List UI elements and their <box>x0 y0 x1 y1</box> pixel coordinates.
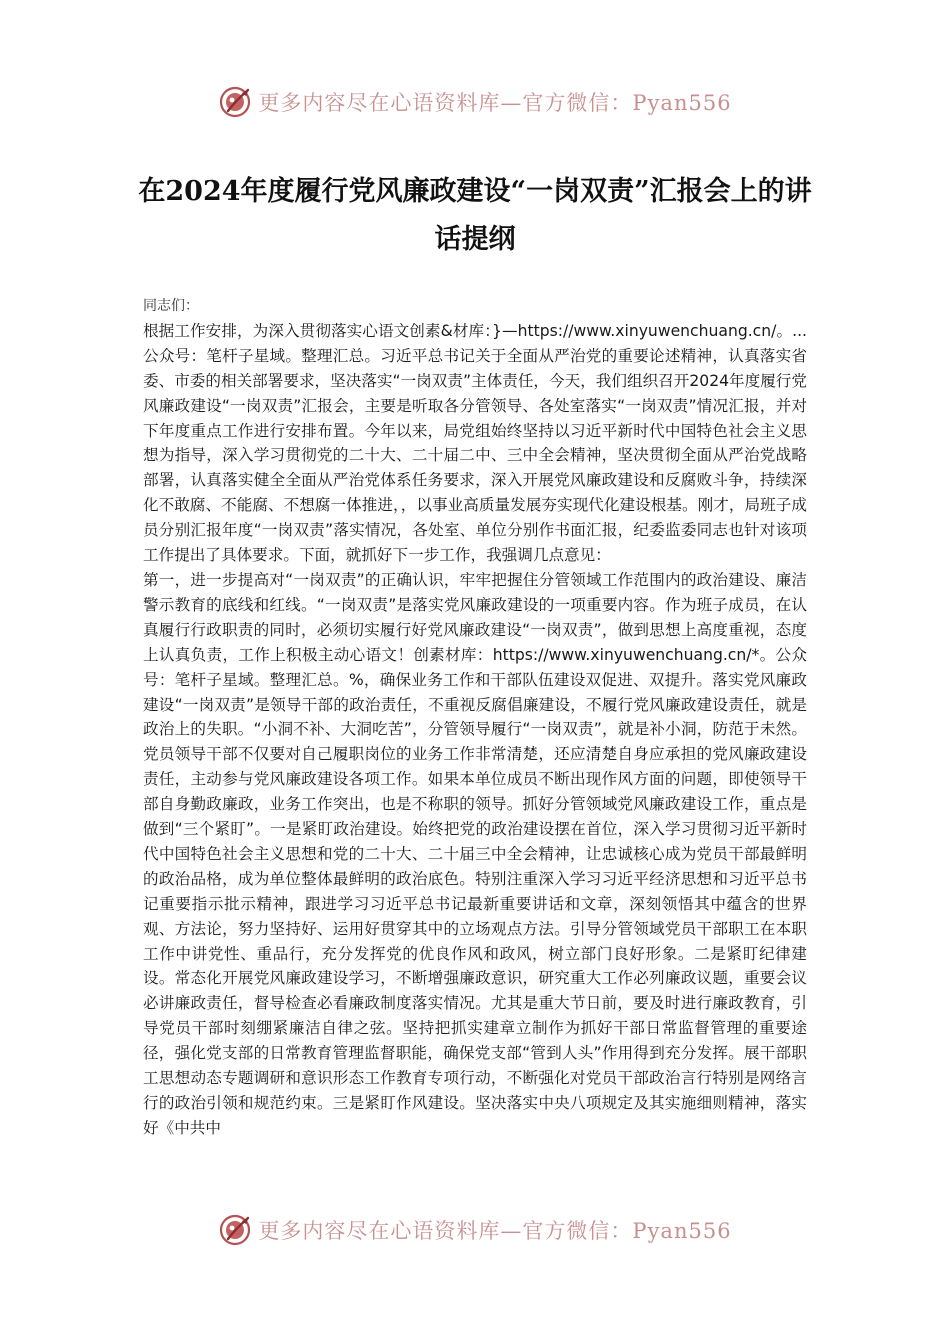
document-body <box>143 294 807 1141</box>
xinyu-logo-icon <box>218 85 252 119</box>
salutation: 同志们： <box>143 298 199 314</box>
paragraph: 根据工作安排，为深入贯彻落实心语文创素&材库：}—https://www.xinyuwenchuang.cn/。...公众号：笔杆子星域。整理汇总。习近平总书记关于全面从严治党的重要论述精神，认真落实省委、市委的相关部署要求，坚决落实“一岗双责”主体责任，今天，我们组织召开2024年度履行党风廉政建设“一岗双责”汇报会，主要是听取各分管领导、各处室落实“一岗双责”情况汇报，并对下年度重点工作进行安排布置。今年以来，局党组始终坚持以习近平新时代中国特色社会主义思想为指导，深入学习贯彻党的二十大、二十届二中、三中全会精神，坚决贯彻全面从严治党战略部署，认真落实健全全面从严治党体系任务要求，深入开展党风廉政建设和反腐败斗争，持续深化不敢腐、不能腐、不想腐一体推进，，以事业高质量发展夯实现代化建设根基。刚才，局班子成员分别汇报年度“一岗双责”落实情况，各处室、单位分别作书面汇报，纪委监委同志也针对该项工作提出了具体要求。下面，就抓好下一步工作，我强调几点意见： <box>143 321 807 565</box>
footer-banner <box>0 1210 950 1250</box>
header-banner <box>0 82 950 122</box>
document-title: 在2024年度履行党风廉政建设“一岗双责”汇报会上的讲话提纲 <box>138 176 812 256</box>
footer-banner-text: 更多内容尽在心语资料库—官方微信：Pyan556 <box>258 1219 732 1243</box>
paragraph: 第一，进一步提高对“一岗双责”的正确认识，牢牢把握住分管领域工作范围内的政治建设、廉洁警示教育的底线和红线。“一岗双责”是落实党风廉政建设的一项重要内容。作为班子成员，在认真履行行政职责的同时，必须切实履行好党风廉政建设“一岗双责”，做到思想上高度重视，态度上认真负责，工作上积极主动心语文！创素材库：https://www.xinyuwenchuang.cn/*。公众号：笔杆子星域。整理汇总。%，确保业务工作和干部队伍建设双促进、双提升。落实党风廉政建设“一岗双责”是领导干部的政治责任，不重视反腐倡廉建设，不履行党风廉政建设责任，就是政治上的失职。“小洞不补、大洞吃苦”，分管领导履行“一岗双责”，就是补小洞，防范于未然。党员领导干部不仅要对自己履职岗位的业务工作非常清楚，还应清楚自身应承担的党风廉政建设责任，主动参与党风廉政建设各项工作。如果本单位成员不断出现作风方面的问题，即使领导干部自身勤政廉政，业务工作突出，也是不称职的领导。抓好分管领域党风廉政建设工作，重点是做到“三个紧盯”。一是紧盯政治建设。始终把党的政治建设摆在首位，深入学习贯彻习近平新时代中国特色社会主义思想和党的二十大、二十届三中全会精神，让忠诚核心成为党员干部最鲜明的政治品格，成为单位整体最鲜明的政治底色。特别注重深入学习习近平经济思想和习近平总书记重要指示批示精神，跟进学习习近平总书记最新重要讲话和文章，深刻领悟其中蕴含的世界观、方法论，努力坚持好、运用好贯穿其中的立场观点方法。引导分管领域党员干部职工在本职工作中讲党性、重品行，充分发挥党的优良作风和政风，树立部门良好形象。二是紧盯纪律建设。常态化开展党风廉政建设学习，不断增强廉政意识，研究重大工作必列廉政议题，重要会议必讲廉政责任，督导检查必看廉政制度落实情况。尤其是重大节日前，要及时进行廉政教育，引导党员干部时刻绷紧廉洁自律之弦。坚持把抓实建章立制作为抓好干部日常监督管理的重要途径，强化党支部的日常教育管理监督职能，确保党支部“管到人头”作用得到充分发挥。展干部职工思想动态专题调研和意识形态工作教育专项行动，不断强化对党员干部政治言行特别是网络言行的政治引领和规范约束。三是紧盯作风建设。坚决落实中央八项规定及其实施细则精神，落实好《中共中 <box>143 570 807 1137</box>
header-banner-text: 更多内容尽在心语资料库—官方微信：Pyan556 <box>258 91 732 115</box>
xinyu-logo-icon <box>218 1213 252 1247</box>
